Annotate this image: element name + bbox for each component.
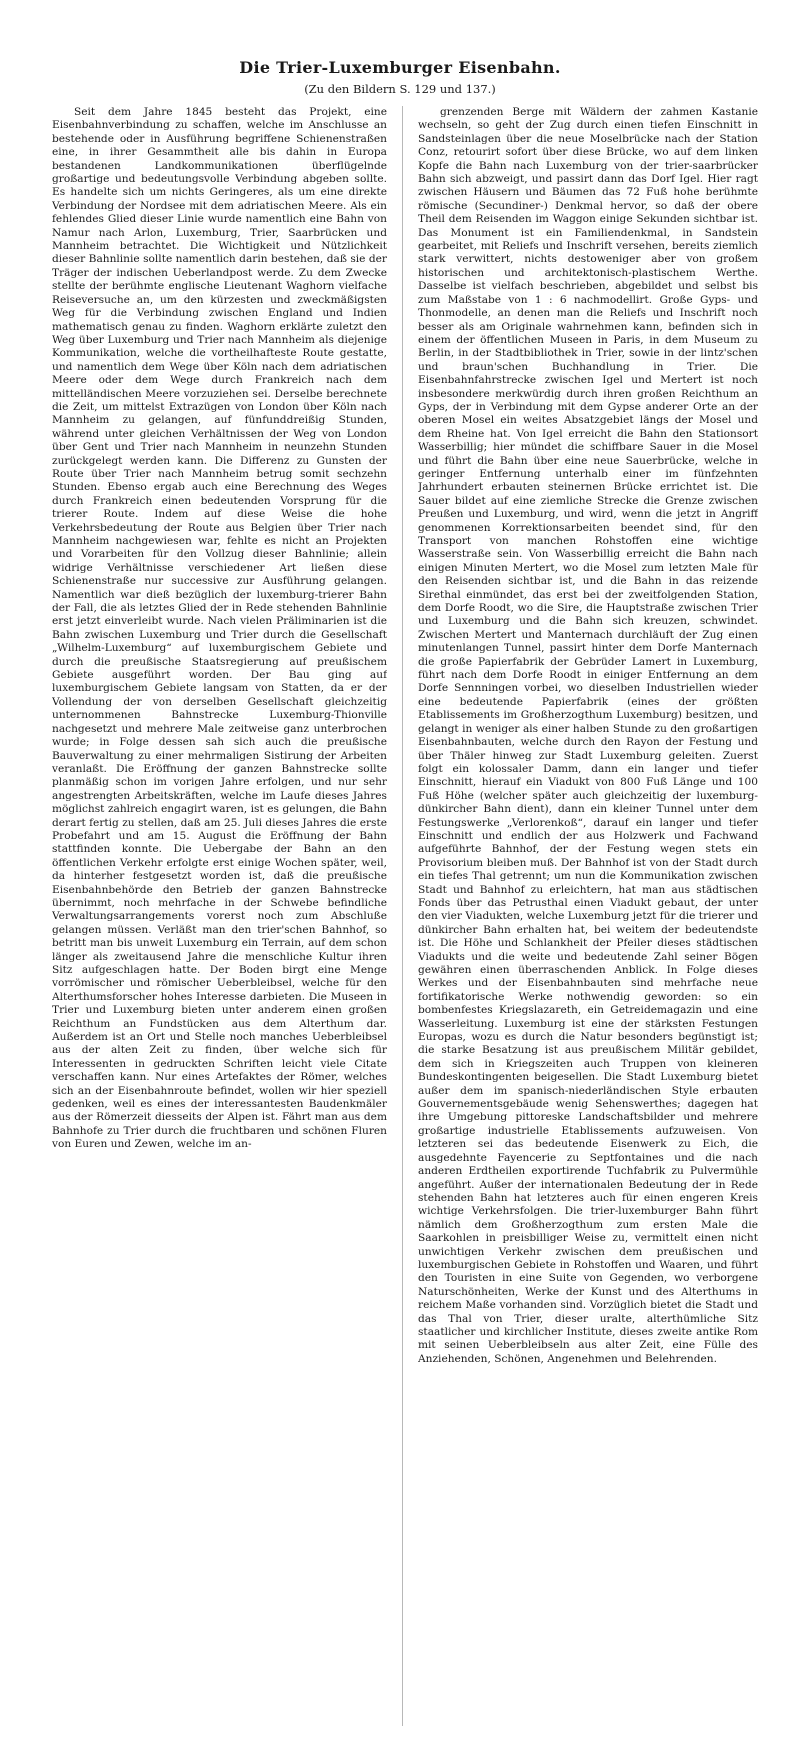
article-subtitle: (Zu den Bildern S. 129 und 137.) bbox=[304, 82, 496, 96]
article-title: Die Trier-Luxemburger Eisenbahn. bbox=[239, 58, 561, 77]
left-column bbox=[52, 106, 387, 1731]
column-divider bbox=[402, 106, 403, 1726]
left-column-text: Seit dem Jahre 1845 besteht das Projekt, eine Eisenbahnverbindung zu schaffen, welche im Anschlusse an bestehende oder in Ausführung begriffene Schienenstraßen eine, in ihrer Gesammtheit alle bis dahin in Europa bestandenen Landkommunikationen überflügelnde großartige und bedeutungsvolle Verbindung abgeben sollte. Es handelte sich um nichts Geringeres, als um eine direkte Verbindung der Nordsee mit dem adriatischen Meere. Als ein fehlendes Glied dieser Linie wurde namentlich eine Bahn von Namur nach Arlon, Luxemburg, Trier, Saarbrücken und Mannheim betrachtet. Die Wichtigkeit und Nützlichkeit dieser Bahnlinie sollte namentlich darin bestehen, daß sie der Träger der indischen Ueberlandpost werde. Zu dem Zwecke stellte der berühmte englische Lieutenant Waghorn vielfache Reiseversuche an, um den kürzesten und zweckmäßigsten Weg für die Verbindung zwischen England und Indien mathematisch genau zu finden. Waghorn erklärte zuletzt den Weg über Luxemburg und Trier nach Mannheim als diejenige Kommunikation, welche die vortheilhafteste Route gestatte, und namentlich dem Wege über Köln nach dem adriatischen Meere oder dem Wege durch Frankreich nach dem mittelländischen Meere vorzuziehen sei. Derselbe berechnete die Zeit, um mittelst Extrazügen von London über Köln nach Mannheim zu gelangen, auf fünfunddreißig Stunden, während unter gleichen Verhältnissen der Weg von London über Gent und Trier nach Mannheim in neunzehn Stunden zurückgelegt werden kann. Die Differenz zu Gunsten der Route über Trier nach Mannheim betrug somit sechzehn Stunden. Ebenso ergab auch eine Berechnung des Weges durch Frankreich einen bedeutenden Vorsprung für die trierer Route. Indem auf diese Weise die hohe Verkehrsbedeutung der Route aus Belgien über Trier nach Mannheim nachgewiesen war, fehlte es nicht an Projekten und Vorarbeiten für den Vollzug dieser Bahnlinie; allein widrige Verhältnisse verschiedener Art ließen diese Schienenstraße nur successive zur Ausführung gelangen. Namentlich war dieß bezüglich der luxemburg-trierer Bahn der Fall, die als letztes Glied der in Rede stehenden Bahnlinie erst jetzt einverleibt wurde. Nach vielen Präliminarien ist die Bahn zwischen Luxemburg und Trier durch die Gesellschaft „Wilhelm-Luxemburg“ auf luxemburgischem Gebiete und durch die preußische Staatsregierung auf preußischem Gebiete ausgeführt worden. Der Bau ging auf luxemburgischem Gebiete langsam von Statten, da er der Vollendung der von derselben Gesellschaft gleichzeitig unternommenen Bahnstrecke Luxemburg-Thionville nachgesetzt und mehrere Male zeitweise ganz unterbrochen wurde; in Folge dessen sah sich auch die preußische Bauverwaltung zu einer mehrmaligen Sistirung der Arbeiten veranlaßt. Die Eröffnung der ganzen Bahnstrecke sollte planmäßig schon im vorigen Jahre erfolgen, und nur sehr angestrengten Arbeitskräften, welche im Laufe dieses Jahres möglichst zahlreich engagirt waren, ist es gelungen, die Bahn derart fertig zu stellen, daß am 25. Juli dieses Jahres die erste Probefahrt und am 15. August die Eröffnung der Bahn stattfinden konnte. Die Uebergabe der Bahn an den öffentlichen Verkehr erfolgte erst einige Wochen später, weil, da hinterher festgesetzt worden ist, daß die preußische Eisenbahnbehörde den Betrieb der ganzen Bahnstrecke übernimmt, noch mehrfache in der Schwebe befindliche Verwaltungsarrangements vorerst noch zum Abschluße gelangen müssen. Verläßt man den trier'schen Bahnhof, so betritt man bis unweit Luxemburg ein Terrain, auf dem schon länger als zweitausend Jahre die menschliche Kultur ihren Sitz aufgeschlagen hatte. Der Boden birgt eine Menge vorrömischer und römischer Ueberbleibsel, welche für den Alterthumsforscher hohes Interesse darbieten. Die Museen in Trier und Luxemburg bieten unter anderem einen großen Reichthum an Fundstücken aus dem Alterthum dar. Außerdem ist an Ort und Stelle noch manches Ueberbleibsel aus der alten Zeit zu finden, über welche sich für Interessenten in gedruckten Schriften leicht viele Citate verschaffen kann. Nur eines Artefaktes der Römer, welches sich an der Eisenbahnroute befindet, wollen wir hier speziell gedenken, weil es eines der interessantesten Baudenkmäler aus der Römerzeit diesseits der Alpen ist. Fährt man aus dem Bahnhofe zu Trier durch die fruchtbaren und schönen Fluren von Euren und Zewen, welche im an- bbox=[52, 106, 387, 1151]
right-column-text: grenzenden Berge mit Wäldern der zahmen Kastanie wechseln, so geht der Zug durch einen tiefen Einschnitt in Sandsteinlagen über die neue Moselbrücke nach der Station Conz, retourirt sofort über diese Brücke, wo auf dem linken Kopfe die Bahn nach Luxemburg von der trier-saarbrücker Bahn sich abzweigt, und passirt dann das Dorf Igel. Hier ragt zwischen Häusern und Bäumen das 72 Fuß hohe berühmte römische (Secundiner-) Denkmal hervor, so daß der obere Theil dem Reisenden im Waggon einige Sekunden sichtbar ist. Das Monument ist ein Familiendenkmal, in Sandstein gearbeitet, mit Reliefs und Inschrift versehen, bereits ziemlich stark verwittert, nichts destoweniger aber von großem historischen und architektonisch-plastischem Werthe. Dasselbe ist vielfach beschrieben, abgebildet und selbst bis zum Maßstabe von 1 : 6 nachmodellirt. Große Gyps- und Thonmodelle, an denen man die Reliefs und Inschrift noch besser als am Originale wahrnehmen kann, befinden sich in einem der öffentlichen Museen in Paris, in dem Museum zu Berlin, in der Stadtbibliothek in Trier, sowie in der lintz'schen und braun'schen Buchhandlung in Trier. Die Eisenbahnfahrstrecke zwischen Igel und Mertert ist noch insbesondere merkwürdig durch ihren großen Reichthum an Gyps, der in Verbindung mit dem Gypse anderer Orte an der oberen Mosel ein weites Absatzgebiet längs der Mosel und dem Rheine hat. Von Igel erreicht die Bahn den Stationsort Wasserbillig; hier mündet die schiffbare Sauer in die Mosel und führt die Bahn über eine neue Sauerbrücke, welche in geringer Entfernung unterhalb einer im fünfzehnten Jahrhundert erbauten steinernen Brücke errichtet ist. Die Sauer bildet auf eine ziemliche Strecke die Grenze zwischen Preußen und Luxemburg, und wird, wenn die jetzt in Angriff genommenen Korrektionsarbeiten beendet sind, für den Transport von manchen Rohstoffen eine wichtige Wasserstraße sein. Von Wasserbillig erreicht die Bahn nach einigen Minuten Mertert, wo die Mosel zum letzten Male für den Reisenden sichtbar ist, und die Bahn in das reizende Sirethal einmündet, das erst bei der zweitfolgenden Station, dem Dorfe Roodt, wo die Sire, die Hauptstraße zwischen Trier und Luxemburg und die Bahn sich kreuzen, schwindet. Zwischen Mertert und Manternach durchläuft der Zug einen minutenlangen Tunnel, passirt hinter dem Dorfe Manternach die große Papierfabrik der Gebrüder Lamert in Luxemburg, führt nach dem Dorfe Roodt in einiger Entfernung an dem Dorfe Sennningen vorbei, wo dieselben Industriellen wieder eine bedeutende Papierfabrik (eines der größten Etablissements im Großherzogthum Luxemburg) besitzen, und gelangt in weniger als einer halben Stunde zu den großartigen Eisenbahnbauten, welche durch den Rayon der Festung und über Thäler hinweg zur Stadt Luxemburg geleiten. Zuerst folgt ein kolossaler Damm, dann ein langer und tiefer Einschnitt, hierauf ein Viadukt von 800 Fuß Länge und 100 Fuß Höhe (welcher später auch gleichzeitig der luxemburg-dünkircher Bahn dient), dann ein kleiner Tunnel unter dem Festungswerke „Verlorenkoß“, darauf ein langer und tiefer Einschnitt und endlich der aus Holzwerk und Fachwand aufgeführte Bahnhof, der der Festung wegen stets ein Provisorium bleiben muß. Der Bahnhof ist von der Stadt durch ein tiefes Thal getrennt; um nun die Kommunikation zwischen Stadt und Bahnhof zu erleichtern, hat man aus städtischen Fonds über das Petrusthal einen Viadukt gebaut, der unter den vier Viadukten, welche Luxemburg jetzt für die trierer und dünkircher Bahn erhalten hat, bei weitem der bedeutendste ist. Die Höhe und Schlankheit der Pfeiler dieses städtischen Viadukts und die weite und bedeutende Zahl seiner Bögen gewähren einen überraschenden Anblick. In Folge dieses Werkes und der Eisenbahnbauten sind mehrfache neue fortifikatorische Werke nothwendig geworden: so ein bombenfestes Kriegslazareth, ein Getreidemagazin und eine Wasserleitung. Luxemburg ist eine der stärksten Festungen Europas, wozu es durch die Natur besonders begünstigt ist; die starke Besatzung ist aus preußischem Militär gebildet, dem sich in Kriegszeiten auch Truppen von kleineren Bundeskontingenten beigesellen. Die Stadt Luxemburg bietet außer dem im spanisch-niederländischen Style erbauten Gouvernementsgebäude wenig Sehenswerthes; dagegen hat ihre Umgebung pittoreske Landschaftsbilder und mehrere großartige industrielle Etablissements aufzuweisen. Von letzteren sei das bedeutende Eisenwerk zu Eich, die ausgedehnte Fayencerie zu Septfontaines und die nach anderen Erdtheilen exportirende Tuchfabrik zu Pulvermühle angeführt. Außer der internationalen Bedeutung der in Rede stehenden Bahn hat letzteres auch für einen engeren Kreis wichtige Verkehrsfolgen. Die trier-luxemburger Bahn führt nämlich dem Großherzogthum zum ersten Male die Saarkohlen in preisbilliger Weise zu, vermittelt einen nicht unwichtigen Verkehr zwischen dem preußischen und luxemburgischen Gebiete in Rohstoffen und Waaren, und führt den Touristen in eine Suite von Gegenden, wo verborgene Naturschönheiten, Werke der Kunst und des Alterthums in reichem Maße vorhanden sind. Vorzüglich bietet die Stadt und das Thal von Trier, dieser uralte, alterthümliche Sitz staatlicher und kirchlicher Institute, dieses zweite antike Rom mit seinen Ueberbleibseln aus alter Zeit, eine Fülle des Anziehenden, Schönen, Angenehmen und Belehrenden. bbox=[418, 106, 758, 1365]
right-column bbox=[418, 106, 758, 1731]
